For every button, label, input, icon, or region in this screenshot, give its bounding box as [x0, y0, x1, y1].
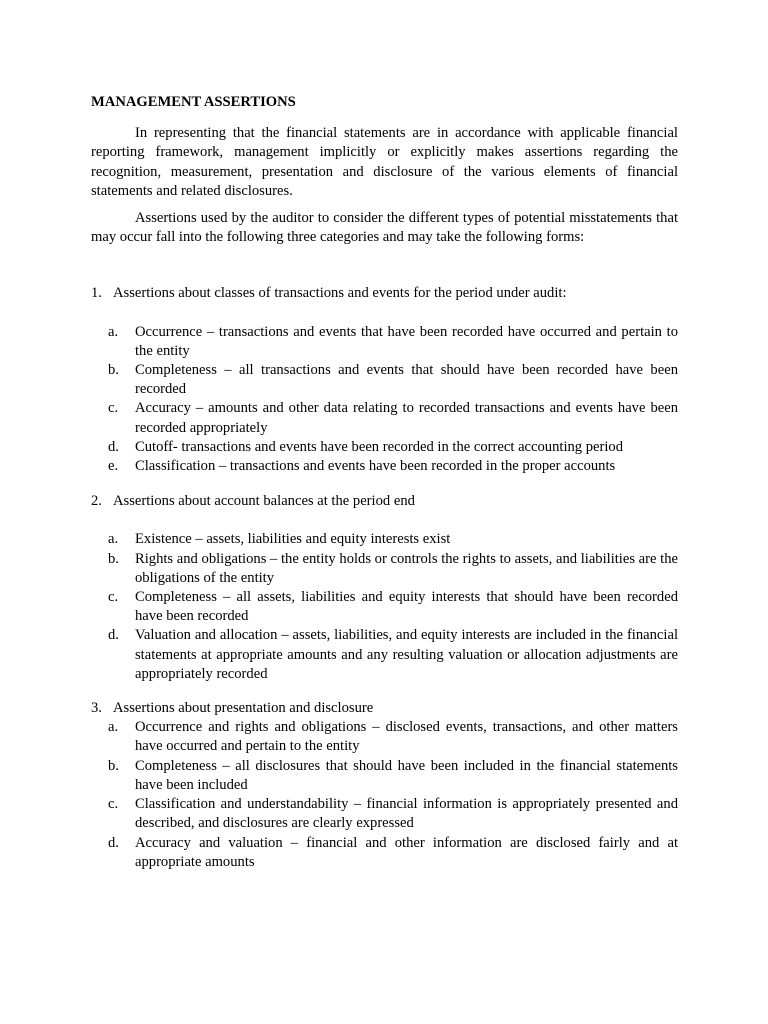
page-title: MANAGEMENT ASSERTIONS [91, 94, 296, 110]
item-letter: b. [108, 550, 119, 567]
item-letter: d. [108, 834, 119, 851]
list-item [108, 795, 678, 833]
item-letter: d. [108, 438, 119, 455]
list-item [108, 626, 678, 684]
item-letter: a. [108, 719, 119, 736]
item-letter: b. [108, 362, 119, 379]
section-number: 3. [91, 700, 102, 717]
section-3-list [91, 718, 678, 872]
section-heading-text: Assertions about account balances at the period end [113, 493, 415, 510]
item-letter: a. [108, 323, 119, 340]
list-item [108, 530, 678, 549]
section-2-heading [91, 492, 678, 511]
item-letter: c. [108, 589, 119, 606]
list-item [108, 757, 678, 795]
list-item [108, 834, 678, 872]
item-text: Existence – assets, liabilities and equity interests exist [135, 531, 451, 548]
item-text: Classification and understandability – financial information is appropriately presented and described, and disclosures are clearly expressed [135, 796, 678, 832]
section-1-list [91, 323, 678, 477]
list-item [108, 550, 678, 588]
item-text: Accuracy – amounts and other data relating to recorded transactions and events have been recorded appropriately [135, 400, 678, 436]
section-2-list [91, 530, 678, 684]
item-text: Accuracy and valuation – financial and other information are disclosed fairly and at appropriate amounts [135, 834, 678, 870]
item-letter: e. [108, 458, 119, 475]
item-text: Classification – transactions and events have been recorded in the proper accounts [135, 458, 616, 475]
item-text: Valuation and allocation – assets, liabilities, and equity interests are included in the financial statements at appropriate amounts and any resulting valuation or allocation adjustments are appropriately recorded [135, 627, 678, 682]
section-3-heading [91, 699, 678, 718]
item-letter: a. [108, 531, 119, 548]
list-item [108, 457, 678, 476]
section-1-heading [91, 284, 678, 303]
item-letter: d. [108, 627, 119, 644]
item-text: Completeness – all transactions and events that should have been recorded have been recorded [135, 362, 678, 398]
list-item [108, 438, 678, 457]
section-number: 2. [91, 493, 102, 510]
item-letter: c. [108, 400, 119, 417]
list-item [108, 361, 678, 399]
section-number: 1. [91, 285, 102, 302]
section-heading-text: Assertions about classes of transactions and events for the period under audit: [113, 285, 567, 302]
document-page [91, 93, 678, 872]
item-letter: c. [108, 796, 119, 813]
item-text: Completeness – all assets, liabilities and equity interests that should have been recorded have been recorded [135, 589, 678, 625]
list-item [108, 718, 678, 756]
item-text: Completeness – all disclosures that should have been included in the financial statements have been included [135, 757, 678, 793]
item-letter: b. [108, 757, 119, 774]
list-item [108, 588, 678, 626]
list-item [108, 323, 678, 361]
section-heading-text: Assertions about presentation and disclosure [113, 700, 374, 717]
item-text: Rights and obligations – the entity holds or controls the rights to assets, and liabilities are the obligations of the entity [135, 550, 678, 586]
intro-paragraph: In representing that the financial statements are in accordance with applicable financial reporting framework, management implicitly or explicitly makes assertions regarding the recognition, measurement, presentation and disclosure of the various elements of financial statements and related disclosures. [91, 125, 678, 199]
item-text: Occurrence – transactions and events that have been recorded have occurred and pertain to the entity [135, 323, 678, 359]
categories-paragraph: Assertions used by the auditor to consider the different types of potential misstatements that may occur fall into the following three categories and may take the following forms: [91, 210, 678, 246]
item-text: Cutoff- transactions and events have been recorded in the correct accounting period [135, 438, 624, 455]
list-item [108, 399, 678, 437]
item-text: Occurrence and rights and obligations – disclosed events, transactions, and other matters have occurred and pertain to the entity [135, 719, 678, 755]
